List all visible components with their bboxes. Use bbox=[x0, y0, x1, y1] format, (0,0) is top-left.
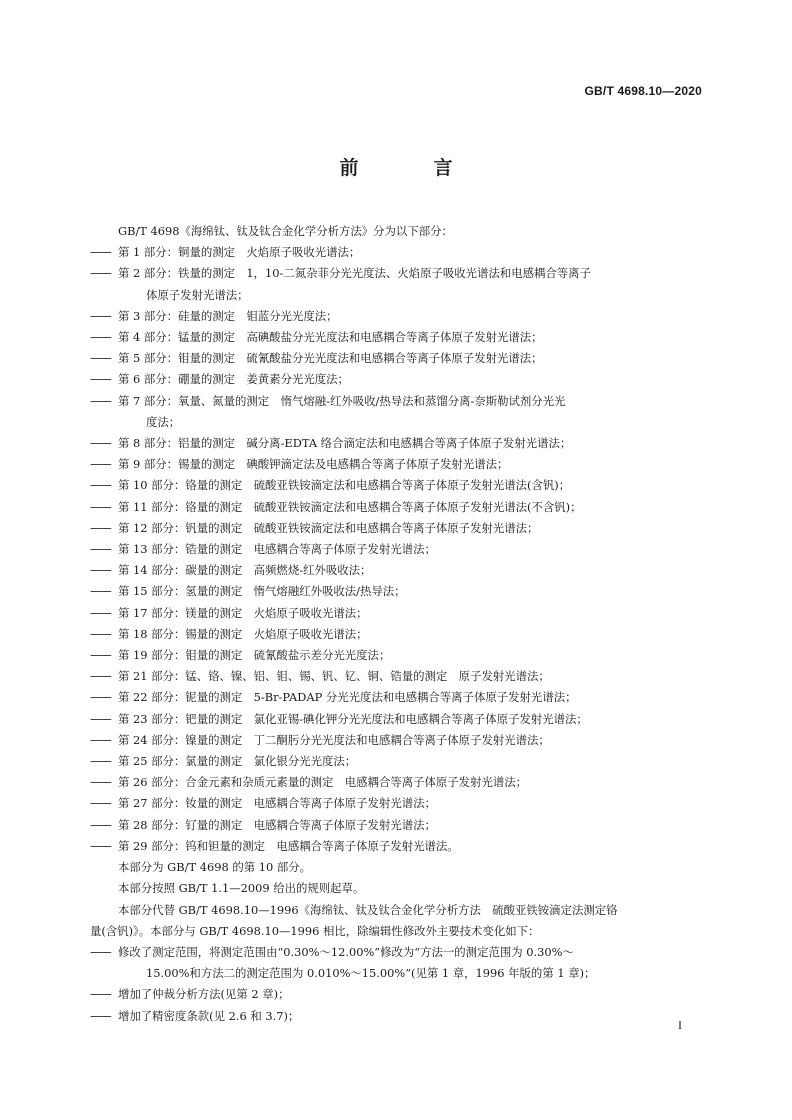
part-text: 第 24 部分：镍量的测定 丁二酮肟分光光度法和电感耦合等离子体原子发射光谱法； bbox=[118, 732, 550, 747]
part-list-item bbox=[90, 391, 703, 412]
dash-mark: —— bbox=[90, 732, 111, 747]
part-text: 第 1 部分：铜量的测定 火焰原子吸收光谱法； bbox=[118, 245, 361, 260]
dash-mark: —— bbox=[90, 457, 111, 472]
dash-mark: —— bbox=[90, 838, 111, 853]
change-list-item bbox=[90, 984, 703, 1005]
part-text: 第 4 部分：锰量的测定 高碘酸盐分光光度法和电感耦合等离子体原子发射光谱法； bbox=[118, 330, 543, 345]
replace-paragraph-line2: 量(含钒)》。本部分与 GB/T 4698.10—1996 相比，除编辑性修改外主要技术变化如下： bbox=[90, 923, 540, 938]
part-of-paragraph: 本部分为 GB/T 4698 的第 10 部分。 bbox=[118, 860, 312, 875]
dash-mark: —— bbox=[90, 542, 111, 557]
part-text: 第 13 部分：锆量的测定 电感耦合等离子体原子发射光谱法； bbox=[118, 542, 436, 557]
dash-mark: —— bbox=[90, 245, 111, 260]
part-list-item bbox=[90, 666, 703, 687]
part-list-item bbox=[90, 730, 703, 751]
page-number: I bbox=[678, 1018, 682, 1032]
part-list-item bbox=[90, 475, 703, 496]
part-text: 第 22 部分：铌量的测定 5-Br-PADAP 分光光度法和电感耦合等离子体原子发射光谱法； bbox=[118, 690, 577, 705]
dash-mark: —— bbox=[90, 520, 111, 535]
intro-paragraph: GB/T 4698《海绵钛、钛及钛合金化学分析方法》分为以下部分： bbox=[118, 224, 453, 238]
dash-mark: —— bbox=[90, 584, 111, 599]
part-text: 第 12 部分：钒量的测定 硫酸亚铁铵滴定法和电感耦合等离子体原子发射光谱法； bbox=[118, 520, 539, 535]
part-text: 第 26 部分：合金元素和杂质元素量的测定 电感耦合等离子体原子发射光谱法； bbox=[118, 775, 528, 790]
part-text: 第 2 部分：铁量的测定 1，10-二氮杂菲分光光度法、火焰原子吸收光谱法和电感耦合等离子 bbox=[118, 266, 591, 281]
dash-mark: —— bbox=[90, 817, 111, 832]
dash-mark: —— bbox=[90, 308, 111, 323]
part-list-item bbox=[90, 793, 703, 814]
rules-paragraph: 本部分按照 GB/T 1.1—2009 给出的规则起草。 bbox=[118, 881, 365, 896]
change-text: 增加了仲裁分析方法(见第 2 章)； bbox=[118, 987, 290, 1002]
dash-mark: —— bbox=[90, 944, 111, 959]
part-text: 第 9 部分：锡量的测定 碘酸钾滴定法及电感耦合等离子体原子发射光谱法； bbox=[118, 457, 509, 472]
part-list-item bbox=[90, 836, 703, 857]
part-text: 第 21 部分：锰、铬、镍、铝、钼、锡、钒、钇、铜、锆量的测定 原子发射光谱法； bbox=[118, 669, 550, 684]
part-list-item bbox=[90, 560, 703, 581]
part-continuation: 度法； bbox=[146, 414, 181, 429]
part-list-item bbox=[90, 454, 703, 475]
part-text: 第 19 部分：钼量的测定 硫氰酸盐示差分光光度法； bbox=[118, 648, 391, 663]
part-list-item bbox=[90, 815, 703, 836]
part-list-item bbox=[90, 709, 703, 730]
dash-mark: —— bbox=[90, 987, 111, 1002]
dash-mark: —— bbox=[90, 796, 111, 811]
dash-mark: —— bbox=[90, 436, 111, 451]
dash-mark: —— bbox=[90, 563, 111, 578]
part-text: 第 25 部分：氯量的测定 氯化银分光光度法； bbox=[118, 754, 357, 769]
part-text: 第 28 部分：钌量的测定 电感耦合等离子体原子发射光谱法； bbox=[118, 817, 436, 832]
dash-mark: —— bbox=[90, 372, 111, 387]
dash-mark: —— bbox=[90, 393, 111, 408]
change-text: 增加了精密度条款(见 2.6 和 3.7)； bbox=[118, 1008, 300, 1023]
replace-paragraph-line1: 本部分代替 GB/T 4698.10—1996《海绵钛、钛及钛合金化学分析方法 硫酸亚铁铵滴定法测定铬 bbox=[118, 902, 618, 917]
part-list-item bbox=[90, 518, 703, 539]
part-list-item bbox=[90, 242, 703, 263]
change-text: 修改了测定范围，将测定范围由“0.30%～12.00%”修改为“方法一的测定范围为 0.30%～ bbox=[118, 944, 574, 959]
page-title: 前 言 bbox=[339, 157, 481, 179]
part-text: 第 3 部分：硅量的测定 钼蓝分光光度法； bbox=[118, 308, 338, 323]
part-text: 第 14 部分：碳量的测定 高频燃烧-红外吸收法； bbox=[118, 563, 372, 578]
part-text: 第 7 部分：氧量、氮量的测定 惰气熔融-红外吸收/热导法和蒸馏分离-奈斯勒试剂分光光 bbox=[118, 393, 566, 408]
dash-mark: —— bbox=[90, 626, 111, 641]
dash-mark: —— bbox=[90, 648, 111, 663]
part-continuation: 体原子发射光谱法； bbox=[146, 287, 249, 302]
dash-mark: —— bbox=[90, 351, 111, 366]
part-text: 第 10 部分：铬量的测定 硫酸亚铁铵滴定法和电感耦合等离子体原子发射光谱法(含钒)； bbox=[118, 478, 571, 493]
part-text: 第 8 部分：铝量的测定 碱分离-EDTA 络合滴定法和电感耦合等离子体原子发射光谱法； bbox=[118, 436, 572, 451]
dash-mark: —— bbox=[90, 754, 111, 769]
dash-mark: —— bbox=[90, 330, 111, 345]
part-text: 第 5 部分：钼量的测定 硫氰酸盐分光光度法和电感耦合等离子体原子发射光谱法； bbox=[118, 351, 543, 366]
part-text: 第 17 部分：镁量的测定 火焰原子吸收光谱法； bbox=[118, 605, 368, 620]
dash-mark: —— bbox=[90, 669, 111, 684]
dash-mark: —— bbox=[90, 690, 111, 705]
dash-mark: —— bbox=[90, 266, 111, 281]
part-text: 第 29 部分：钨和钽量的测定 电感耦合等离子体原子发射光谱法。 bbox=[118, 838, 459, 853]
part-list-item bbox=[90, 306, 703, 327]
change-continuation: 15.00%和方法二的测定范围为 0.010%～15.00%”(见第 1 章，1996 年版的第 1 章)； bbox=[146, 966, 596, 981]
standard-code: GB/T 4698.10—2020 bbox=[584, 84, 702, 98]
part-list-item bbox=[90, 539, 703, 560]
part-text: 第 23 部分：钯量的测定 氯化亚锡-碘化钾分光光度法和电感耦合等离子体原子发射光谱法； bbox=[118, 711, 588, 726]
dash-mark: —— bbox=[90, 499, 111, 514]
part-list-item bbox=[90, 497, 703, 518]
part-text: 第 18 部分：锡量的测定 火焰原子吸收光谱法； bbox=[118, 626, 368, 641]
part-text: 第 27 部分：钕量的测定 电感耦合等离子体原子发射光谱法； bbox=[118, 796, 436, 811]
foreword-body bbox=[90, 221, 703, 1027]
dash-mark: —— bbox=[90, 1008, 111, 1023]
part-list-item bbox=[90, 772, 703, 793]
part-list-item bbox=[90, 603, 703, 624]
part-text: 第 11 部分：铬量的测定 硫酸亚铁铵滴定法和电感耦合等离子体原子发射光谱法(不含钒)； bbox=[118, 499, 582, 514]
dash-mark: —— bbox=[90, 775, 111, 790]
part-text: 第 6 部分：硼量的测定 姜黄素分光光度法； bbox=[118, 372, 349, 387]
part-list-item bbox=[90, 581, 703, 602]
part-text: 第 15 部分：氢量的测定 惰气熔融红外吸收法/热导法； bbox=[118, 584, 406, 599]
part-list-item bbox=[90, 327, 703, 348]
part-list-item bbox=[90, 263, 703, 284]
change-list-item bbox=[90, 1006, 703, 1027]
part-list-item bbox=[90, 369, 703, 390]
part-list-item bbox=[90, 624, 703, 645]
part-list-item bbox=[90, 687, 703, 708]
part-list-item bbox=[90, 751, 703, 772]
part-list-item bbox=[90, 433, 703, 454]
dash-mark: —— bbox=[90, 605, 111, 620]
change-list-item bbox=[90, 942, 703, 963]
part-list-item bbox=[90, 348, 703, 369]
part-list-item bbox=[90, 645, 703, 666]
dash-mark: —— bbox=[90, 711, 111, 726]
dash-mark: —— bbox=[90, 478, 111, 493]
